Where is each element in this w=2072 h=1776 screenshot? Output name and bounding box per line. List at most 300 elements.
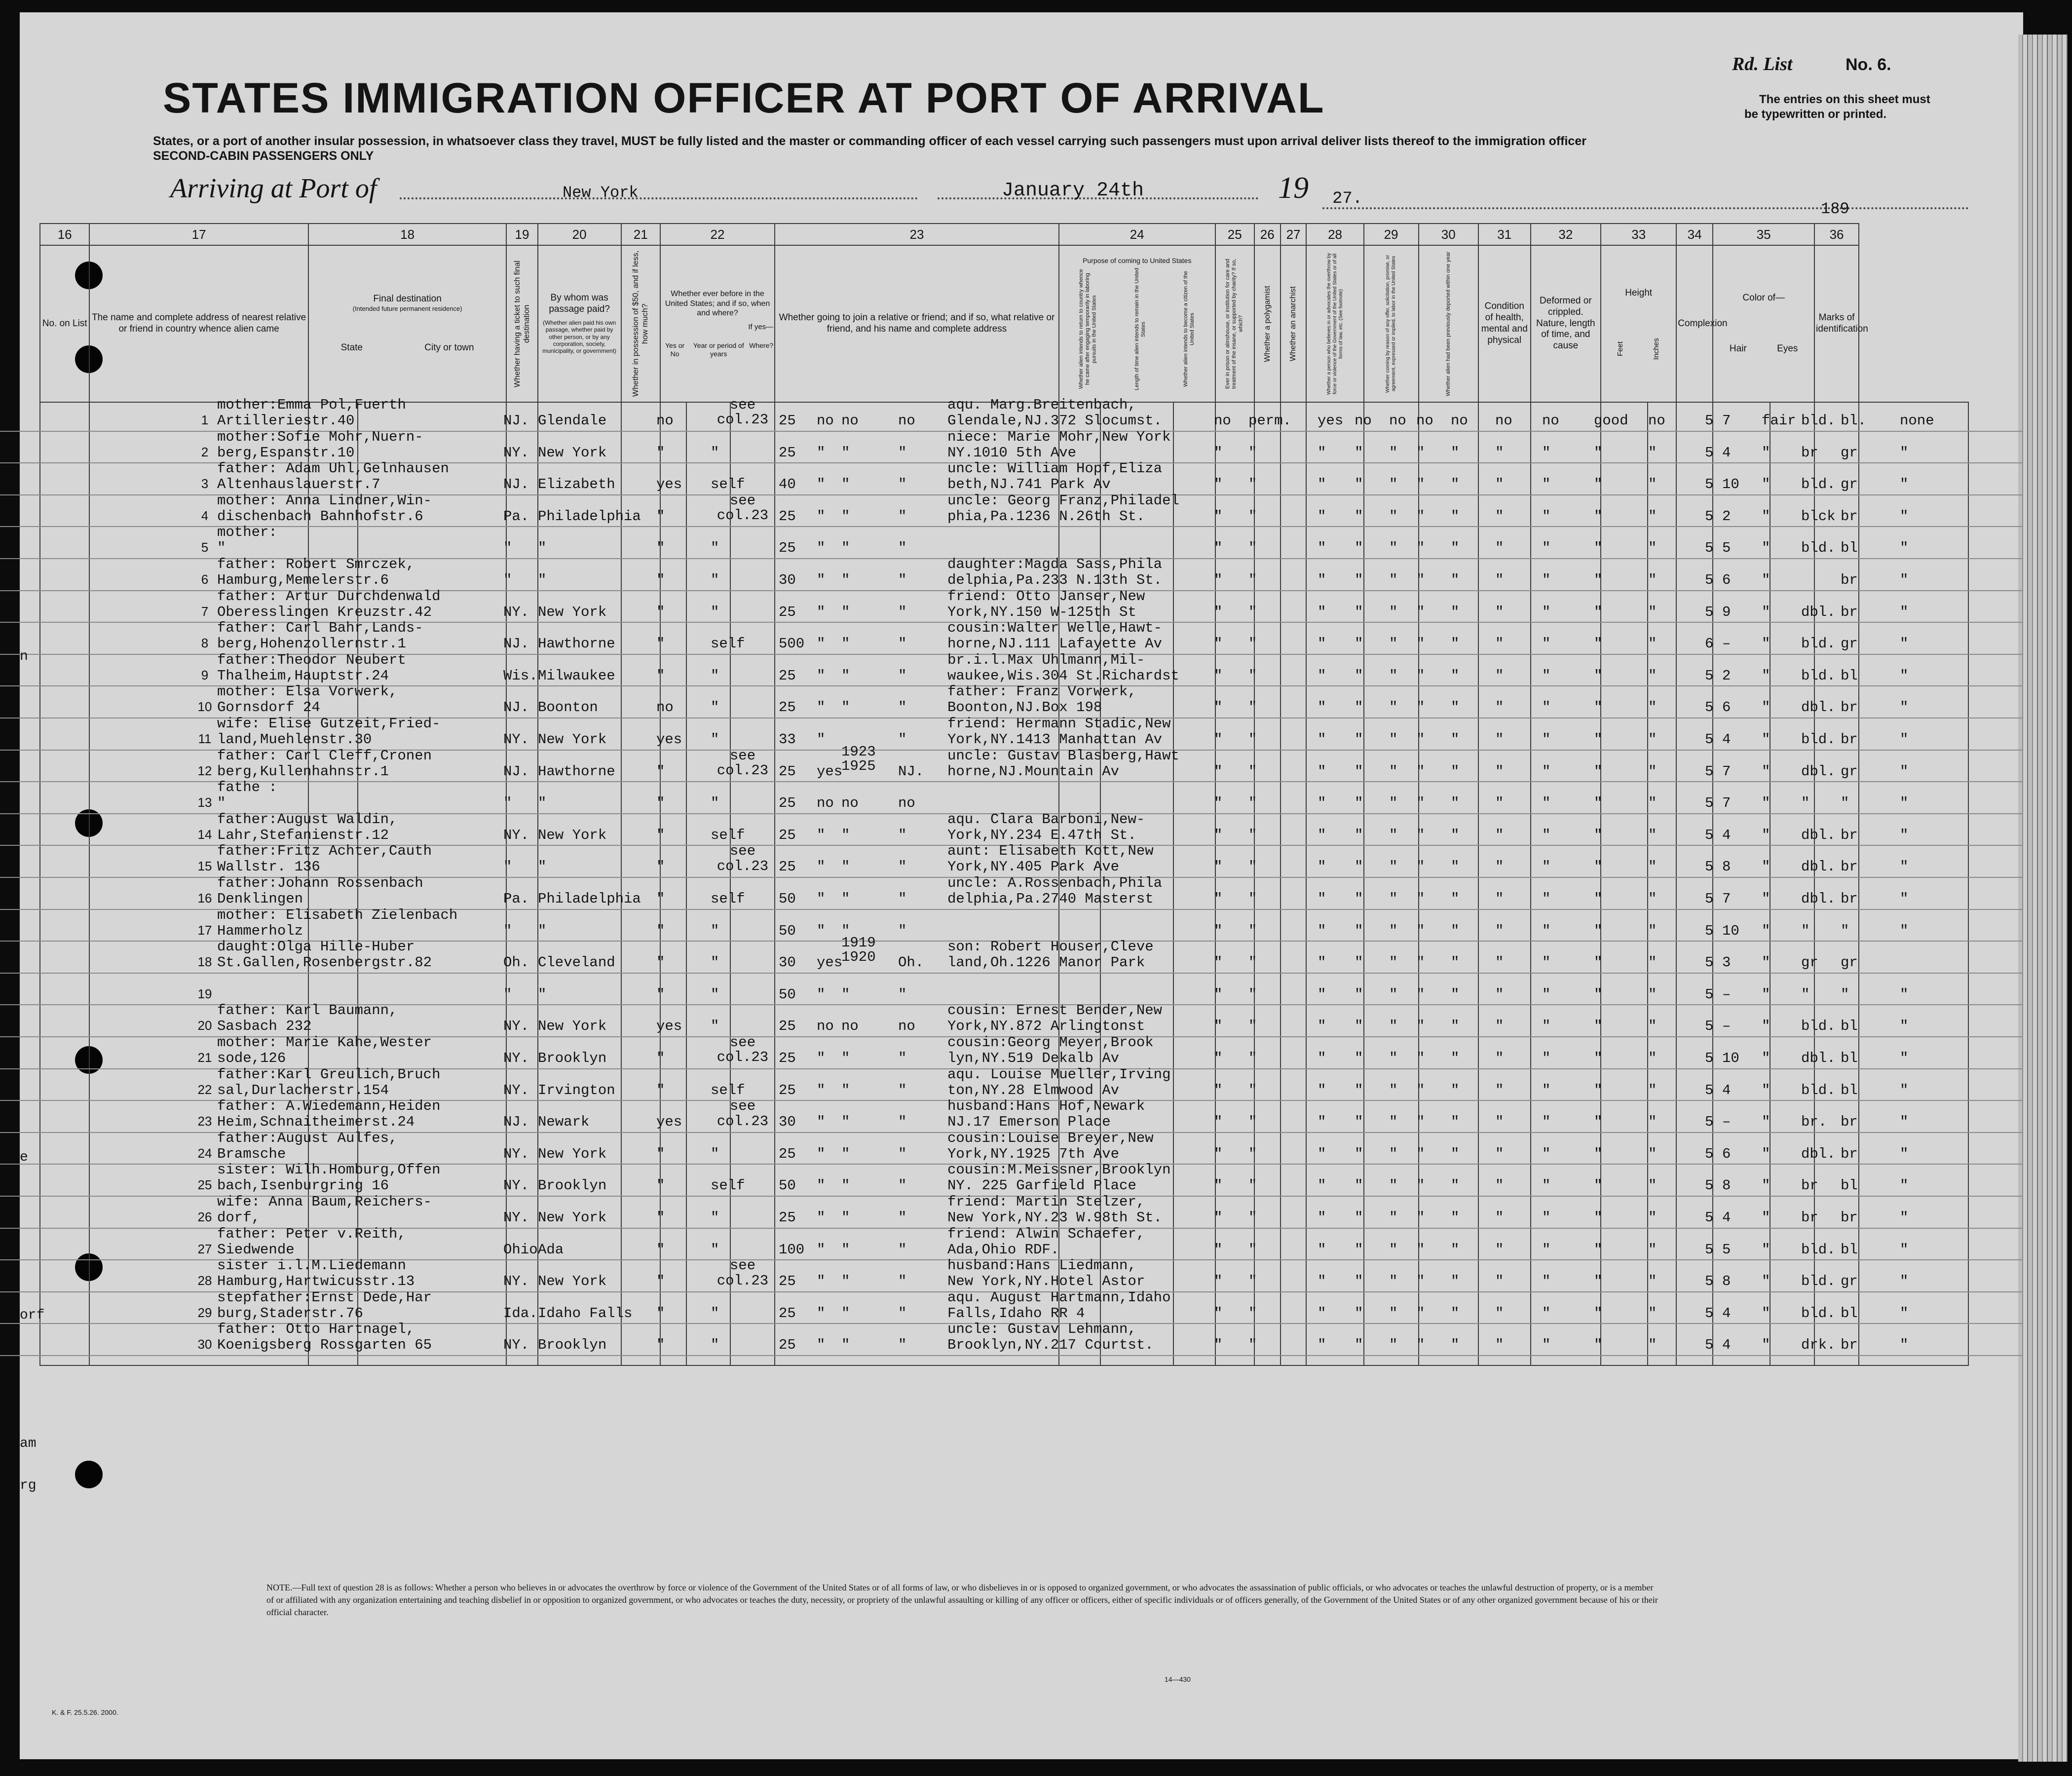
question-29: " <box>1495 508 1504 525</box>
passage-paid: " <box>711 1018 719 1035</box>
destination-city: Philadelphia <box>538 891 641 907</box>
hair-color: blck <box>1801 508 1836 525</box>
destination-city: Brooklyn <box>538 1337 607 1354</box>
complexion: " <box>1762 922 1771 939</box>
length-of-stay: " <box>1248 667 1257 684</box>
visit-years: " <box>841 1241 850 1258</box>
ticket: " <box>656 604 665 620</box>
question-28: " <box>1451 827 1460 843</box>
deformed: " <box>1648 1337 1657 1354</box>
row-number: 1 <box>201 413 209 427</box>
polygamist: " <box>1389 1114 1398 1131</box>
identification-marks: " <box>1900 572 1909 588</box>
passenger-row <box>0 935 2023 974</box>
identification-marks: " <box>1900 1241 1909 1258</box>
ticket: " <box>656 1145 665 1162</box>
polygamist: " <box>1389 1050 1398 1066</box>
length-of-stay: " <box>1248 827 1257 843</box>
previously-in-us: " <box>817 922 826 939</box>
port-value: New York <box>563 184 639 202</box>
hair-color: bld. <box>1801 667 1836 684</box>
length-of-stay: " <box>1248 636 1257 652</box>
question-28: " <box>1451 1177 1460 1194</box>
relative-address: dorf, <box>217 1209 261 1226</box>
passenger-row <box>0 1196 2023 1229</box>
money: 25 <box>779 667 796 684</box>
question-28-footnote: NOTE.—Full text of question 28 is as follows: Whether a person who believes in or advocates the overthrow by force or violence of the Government of the United States or of all forms of law, or who disbelieves in or is opposed to organized government, or who advocates the assassination of public officials, or who advocates or teaches the unlawful destruction of property, or is a member of or affiliated with any organization entertaining and teaching disbelief in or opposition to organized government, or who advocates or teaches the duty, necessity, or propriety of the unlawful assaulting or killing of any officer or officers, either of specific individuals or of officers generally, of the Government of the United States or of any other organized government because of his or their official character. <box>266 1583 1658 1617</box>
relative-name: father: Carl Bahr,Lands- <box>217 620 423 637</box>
col-header-polygamist <box>1254 245 1281 402</box>
relative-name: father: A.Wiedemann,Heiden <box>217 1098 441 1115</box>
intends-citizen: " <box>1318 604 1326 620</box>
hair-color: br <box>1801 1209 1818 1226</box>
intends-citizen: " <box>1318 1145 1326 1162</box>
relative-name: fathe : <box>217 779 277 796</box>
eye-color: br <box>1841 1145 1858 1162</box>
col-header-deported <box>1419 245 1478 402</box>
height-inches: 8 <box>1722 1273 1731 1290</box>
complexion: " <box>1762 954 1771 971</box>
intends-citizen: " <box>1318 699 1326 716</box>
question-28: " <box>1451 1082 1460 1098</box>
complexion: " <box>1762 1018 1771 1035</box>
row-number: 11 <box>198 731 212 746</box>
anarchist: " <box>1416 731 1425 748</box>
destination-city: Elizabeth <box>538 476 615 493</box>
row-number: 13 <box>197 795 212 810</box>
passage-paid: " <box>711 954 719 971</box>
purpose-return: " <box>1214 572 1223 588</box>
ticket-label: Whether having a ticket to such final destination <box>513 260 531 387</box>
polygamist: " <box>1389 891 1398 907</box>
visit-where: " <box>898 731 907 748</box>
joining-relative: friend: Martin Stelzer, <box>947 1194 1145 1210</box>
ticket: " <box>656 636 665 652</box>
health: good <box>1594 413 1628 429</box>
passenger-row <box>0 462 2023 495</box>
purpose-return: " <box>1214 667 1223 684</box>
height-inches: 9 <box>1722 604 1731 620</box>
visit-where: " <box>898 1177 907 1194</box>
relative-name: mother:Sofie Mohr,Nuern- <box>217 428 423 445</box>
hair-color: gr <box>1801 954 1818 971</box>
eye-color: br <box>1841 1209 1858 1226</box>
question-29: " <box>1495 1177 1504 1194</box>
intends-citizen: " <box>1318 1114 1326 1131</box>
col-num: 26 <box>1254 224 1281 245</box>
form-code: 14—430 <box>1165 1675 1191 1683</box>
polygamist: " <box>1389 1177 1398 1194</box>
relative-name: father: Artur Durchdenwald <box>217 588 441 605</box>
question-28: " <box>1451 540 1460 557</box>
row-number: 10 <box>197 699 212 715</box>
length-of-stay: " <box>1248 1273 1257 1290</box>
length-of-stay: " <box>1248 859 1257 875</box>
health: " <box>1594 667 1603 684</box>
intends-citizen: " <box>1318 954 1326 971</box>
height-feet: 5 <box>1705 922 1714 939</box>
hair-color: dbl. <box>1801 699 1836 716</box>
passage-paid: " <box>711 986 719 1003</box>
col-num: 36 <box>1814 224 1859 245</box>
destination-state: NY. <box>503 1209 529 1226</box>
col-num: 30 <box>1419 224 1478 245</box>
ticket: " <box>656 986 665 1003</box>
purpose-label: Purpose of coming to United States <box>1083 256 1192 265</box>
anarchist: " <box>1416 795 1425 812</box>
arriving-label: Arriving at Port of <box>170 173 377 204</box>
eye-color: gr <box>1841 1273 1858 1290</box>
question-29: " <box>1495 986 1504 1003</box>
hair-color: " <box>1801 922 1810 939</box>
height-inches: 4 <box>1722 444 1731 461</box>
identification-marks: " <box>1900 1082 1909 1098</box>
hair-color: dbl. <box>1801 859 1836 875</box>
passage-paid: see col.23 <box>716 492 769 524</box>
hair-color: bld. <box>1801 1305 1836 1322</box>
polygamist: " <box>1389 1209 1398 1226</box>
destination-state: NY. <box>503 1273 529 1290</box>
question-30: no <box>1542 413 1559 429</box>
purpose-return: " <box>1214 763 1223 780</box>
previously-in-us: yes <box>817 954 843 971</box>
length-of-stay: " <box>1248 1082 1257 1098</box>
joining-relative: uncle: William Hopf,Eliza <box>947 460 1163 477</box>
previously-in-us: " <box>817 699 826 716</box>
joining-relative: aunt: Elisabeth Kott,New <box>947 843 1154 860</box>
health: " <box>1594 1177 1603 1194</box>
length-of-stay: " <box>1248 1337 1257 1354</box>
length-of-stay: " <box>1248 922 1257 939</box>
passage-paid: " <box>711 699 719 716</box>
row-number: 3 <box>201 476 209 491</box>
passage-sub: (Whether alien paid his own passage, whether paid by other person, or by any corporation, society, municipality, or government) <box>542 319 617 355</box>
visit-where: " <box>898 476 907 493</box>
intends-citizen: " <box>1318 540 1326 557</box>
height-feet: 5 <box>1705 1177 1714 1194</box>
height-inches: 4 <box>1722 1082 1731 1098</box>
passenger-row <box>0 1004 2023 1037</box>
anarchist: " <box>1416 1177 1425 1194</box>
passenger-row <box>0 909 2023 942</box>
destination-state: Wis. <box>503 667 538 684</box>
anarchist: " <box>1416 1018 1425 1035</box>
passage-paid: see col.23 <box>716 843 769 874</box>
length-of-stay: " <box>1248 1241 1257 1258</box>
destination-state: Oh. <box>503 954 529 971</box>
prison: " <box>1355 1337 1363 1354</box>
height-feet: 5 <box>1705 1273 1714 1290</box>
form-class-line: SECOND-CABIN PASSENGERS ONLY <box>153 149 374 163</box>
row-number: 23 <box>197 1114 212 1129</box>
destination-state: " <box>503 540 512 557</box>
joining-address: York,NY.234 E.47th St. <box>947 827 1136 843</box>
question-28: " <box>1451 763 1460 780</box>
passage-paid: see col.23 <box>716 747 769 779</box>
destination-city: Milwaukee <box>538 667 615 684</box>
height-feet: 5 <box>1705 1018 1714 1035</box>
polygamist: " <box>1389 444 1398 461</box>
question-29: " <box>1495 1018 1504 1035</box>
prison: " <box>1355 827 1363 843</box>
q28-label: Whether a person who believes in or advocates the overthrow by force or violence of the Government of the United States or of all forms of law, etc. (See footnote) <box>1326 253 1344 395</box>
passenger-row <box>0 558 2023 591</box>
length-of-stay: " <box>1248 1050 1257 1066</box>
length-of-stay: " <box>1248 1114 1257 1131</box>
eye-color: bl. <box>1841 413 1867 429</box>
intends-citizen: " <box>1318 795 1326 812</box>
row-number: 28 <box>197 1273 212 1288</box>
passage-paid: see col.23 <box>716 1034 769 1066</box>
relative-address: burg,Staderstr.76 <box>217 1305 363 1322</box>
ticket: " <box>656 763 665 780</box>
visit-where: " <box>898 1145 907 1162</box>
polygamist: " <box>1389 763 1398 780</box>
deformed: " <box>1648 1241 1657 1258</box>
visit-years: " <box>841 508 850 525</box>
relative-address: sal,Durlacherstr.154 <box>217 1082 389 1098</box>
height-feet: 5 <box>1705 476 1714 493</box>
visit-where: " <box>898 508 907 525</box>
question-30: " <box>1542 1241 1551 1258</box>
polygamist: " <box>1389 540 1398 557</box>
ticket: " <box>656 1177 665 1194</box>
polygamist-label: Whether a polygamist <box>1263 285 1272 362</box>
col-header-previous-visit <box>660 245 775 402</box>
relative-address: bach,Isenburgring 16 <box>217 1177 389 1194</box>
anarchist: " <box>1416 604 1425 620</box>
visit-years: " <box>841 922 850 939</box>
purpose-return: " <box>1214 1209 1223 1226</box>
anarchist: " <box>1416 1209 1425 1226</box>
eye-color: bl <box>1841 1018 1858 1035</box>
destination-city: New York <box>538 731 607 748</box>
identification-marks: " <box>1900 1114 1909 1131</box>
anarchist: " <box>1416 986 1425 1003</box>
passenger-row <box>0 622 2023 655</box>
money: 25 <box>779 508 796 525</box>
height-feet: 5 <box>1705 891 1714 907</box>
row-number: 2 <box>201 444 209 459</box>
identification-marks: " <box>1900 891 1909 907</box>
question-29: " <box>1495 636 1504 652</box>
previously-in-us: yes <box>817 763 843 780</box>
eye-color: bl <box>1841 540 1858 557</box>
passage-paid: see col.23 <box>716 1098 769 1130</box>
joining-address: Boonton,NJ.Box 198 <box>947 699 1102 716</box>
header-rule <box>1322 207 1969 209</box>
previously-in-us: " <box>817 476 826 493</box>
height-inches: 4 <box>1722 1209 1731 1226</box>
polygamist: no <box>1389 413 1406 429</box>
joining-relative: aqu. August Hartmann,Idaho <box>947 1289 1171 1306</box>
complexion: " <box>1762 1305 1771 1322</box>
hair-color: bld. <box>1801 540 1836 557</box>
visit-years: no <box>841 413 859 429</box>
money: 25 <box>779 1305 796 1322</box>
length-of-stay: " <box>1248 731 1257 748</box>
passenger-row <box>0 845 2023 878</box>
eye-color: gr <box>1841 444 1858 461</box>
form-subtitle: States, or a port of another insular possession, in whatsoever class they travel, MUST be fully listed and the master or commanding officer of each vessel carrying such passengers must upon arrival deliver lists thereof to the immigration officer <box>153 134 1586 148</box>
previously-in-us: " <box>817 1305 826 1322</box>
deformed: " <box>1648 1018 1657 1035</box>
previously-in-us: " <box>817 572 826 588</box>
visit-years: " <box>841 859 850 875</box>
sheet-instruction-2: be typewritten or printed. <box>1744 108 1887 121</box>
question-28: " <box>1451 1209 1460 1226</box>
health: " <box>1594 604 1603 620</box>
passenger-row <box>0 428 2023 464</box>
eye-color: bl <box>1841 667 1858 684</box>
polygamist: " <box>1389 922 1398 939</box>
anarchist: " <box>1416 827 1425 843</box>
row-number: 6 <box>201 572 209 587</box>
visit-years: " <box>841 667 850 684</box>
height-label: Height <box>1625 287 1653 298</box>
visit-where: " <box>898 572 907 588</box>
eye-color: br <box>1841 827 1858 843</box>
previously-in-us: " <box>817 1177 826 1194</box>
ticket: " <box>656 444 665 461</box>
length-of-stay: perm. <box>1248 413 1292 429</box>
deformed: " <box>1648 572 1657 588</box>
relative-address: Bramsche <box>217 1145 286 1162</box>
complexion: " <box>1762 1209 1771 1226</box>
length-of-stay: " <box>1248 508 1257 525</box>
ticket: yes <box>656 1114 682 1131</box>
margin-fragment: n <box>20 649 28 664</box>
complexion: " <box>1762 667 1771 684</box>
passage-paid: " <box>711 1145 719 1162</box>
joining-address: NY. 225 Garfield Place <box>947 1177 1136 1194</box>
deformed: " <box>1648 827 1657 843</box>
question-28: " <box>1451 986 1460 1003</box>
purpose-citizen-label: Whether alien intends to become a citizen of the United States <box>1182 271 1196 387</box>
visit-where: no <box>898 1018 915 1035</box>
visit-years: " <box>841 604 850 620</box>
passage-paid: self <box>711 891 745 907</box>
identification-marks: " <box>1900 1177 1909 1194</box>
question-29: " <box>1495 954 1504 971</box>
col-header-money <box>621 245 660 402</box>
destination-state: Ohio <box>503 1241 538 1258</box>
identification-marks: " <box>1900 1209 1909 1226</box>
money: 40 <box>779 476 796 493</box>
purpose-return: " <box>1214 1082 1223 1098</box>
passage-paid: " <box>711 604 719 620</box>
relative-name: father: Adam Uhl,Gelnhausen <box>217 460 449 477</box>
col-num: 28 <box>1306 224 1363 245</box>
question-29: " <box>1495 1145 1504 1162</box>
question-28: " <box>1451 572 1460 588</box>
destination-state: NY. <box>503 604 529 620</box>
visit-years: " <box>841 1177 850 1194</box>
length-of-stay: " <box>1248 986 1257 1003</box>
previously-in-us: no <box>817 413 834 429</box>
polygamist: " <box>1389 572 1398 588</box>
relative-name: wife: Anna Baum,Reichers- <box>217 1194 432 1210</box>
prison: " <box>1355 986 1363 1003</box>
ticket: " <box>656 572 665 588</box>
polygamist: " <box>1389 667 1398 684</box>
identification-marks: " <box>1900 827 1909 843</box>
passenger-row <box>0 651 2023 687</box>
question-28: " <box>1451 1145 1460 1162</box>
intends-citizen: " <box>1318 1337 1326 1354</box>
eye-color: gr <box>1841 954 1858 971</box>
purpose-return-label: Whether alien intends to return to country whence he came after engaging temporarily in laboring pursuits in the United States <box>1078 269 1097 389</box>
relative-address: Hamburg,Hartwicusstr.13 <box>217 1273 415 1290</box>
length-of-stay: " <box>1248 572 1257 588</box>
col-header-anarchist <box>1281 245 1307 402</box>
col-header-ticket <box>506 245 537 402</box>
health: " <box>1594 540 1603 557</box>
relative-name: father: Karl Baumann, <box>217 1002 398 1019</box>
money: 50 <box>779 986 796 1003</box>
joining-relative: son: Robert Houser,Cleve <box>947 939 1154 955</box>
eye-color: " <box>1841 986 1849 1003</box>
destination-city: Glendale <box>538 413 607 429</box>
deformed: " <box>1648 604 1657 620</box>
relative-name: father: Carl Cleff,Cronen <box>217 747 432 764</box>
col-num: 22 <box>660 224 775 245</box>
anarchist: no <box>1416 413 1433 429</box>
if-yes-label: If yes— <box>748 322 774 331</box>
purpose-return: no <box>1214 413 1231 429</box>
passage-paid: self <box>711 1082 745 1098</box>
question-30: " <box>1542 731 1551 748</box>
question-29: " <box>1495 667 1504 684</box>
complexion: " <box>1762 1145 1771 1162</box>
destination-state: NY. <box>503 1018 529 1035</box>
height-inches: 5 <box>1722 540 1731 557</box>
complexion: " <box>1762 604 1771 620</box>
visit-years: " <box>841 1273 850 1290</box>
joining-address: NY.1010 5th Ave <box>947 444 1077 461</box>
margin-fragment: rg <box>20 1478 37 1493</box>
prison: " <box>1355 540 1363 557</box>
col-num: 19 <box>506 224 537 245</box>
length-of-stay: " <box>1248 1305 1257 1322</box>
height-inches: 4 <box>1722 731 1731 748</box>
question-30: " <box>1542 1114 1551 1131</box>
relative-address: Koenigsberg Rossgarten 65 <box>217 1337 432 1354</box>
height-inches: 8 <box>1722 1177 1731 1194</box>
hair-color: dbl. <box>1801 763 1836 780</box>
deformed: " <box>1648 1145 1657 1162</box>
destination-city: Cleveland <box>538 954 615 971</box>
visit-where: " <box>898 1114 907 1131</box>
ticket: yes <box>656 731 682 748</box>
visit-where: Oh. <box>898 954 924 971</box>
purpose-return: " <box>1214 636 1223 652</box>
health: " <box>1594 986 1603 1003</box>
height-feet: 5 <box>1705 572 1714 588</box>
identification-marks: " <box>1900 604 1909 620</box>
health: " <box>1594 1018 1603 1035</box>
anarchist: " <box>1416 922 1425 939</box>
height-feet: 5 <box>1705 859 1714 875</box>
destination-state: " <box>503 986 512 1003</box>
eye-color: br <box>1841 572 1858 588</box>
intends-citizen: " <box>1318 667 1326 684</box>
col-header-deformed: Deformed or crippled. Nature, length of time, and cause <box>1531 245 1601 402</box>
money: 25 <box>779 1050 796 1066</box>
question-30: " <box>1542 954 1551 971</box>
ticket: " <box>656 1241 665 1258</box>
passage-paid: " <box>711 444 719 461</box>
